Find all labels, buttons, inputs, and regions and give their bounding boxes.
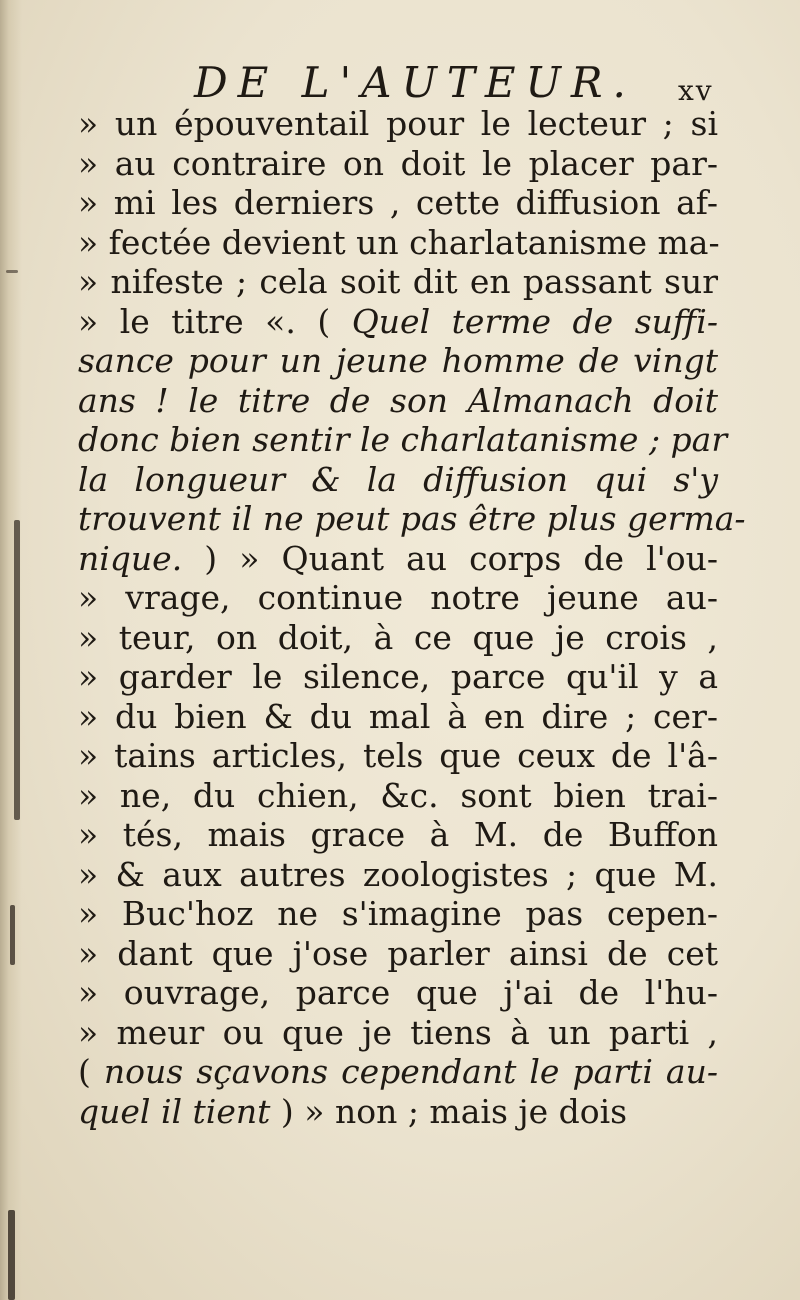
text-segment: » fectée devient un charlatanisme ma- — [78, 222, 720, 262]
text-segment: » du bien & du mal à en dire ; cer- — [78, 696, 718, 736]
text-line — [78, 855, 718, 895]
text-segment: ) » Quant au corps de l'ou- — [182, 538, 718, 578]
text-segment: » mi les derniers , cette diffusion af- — [78, 183, 718, 222]
text-line — [78, 934, 718, 974]
italic-text-segment: Quel terme de suffi- — [351, 301, 718, 341]
text-segment: » teur, on doit, à ce que je crois , — [78, 617, 718, 657]
margin-ink-mark — [10, 905, 15, 965]
margin-ink-mark — [8, 1210, 15, 1300]
italic-text-segment: donc bien sentir le charlatanisme ; par — [78, 420, 728, 459]
text-line — [78, 697, 718, 737]
margin-ink-mark — [14, 520, 20, 820]
text-segment: » meur ou que je tiens à un parti , — [78, 1012, 718, 1052]
italic-text-segment: sance pour un jeune homme de vingt — [78, 341, 718, 380]
text-line — [78, 578, 718, 618]
text-segment: » Buc'hoz ne s'imagine pas cepen- — [78, 894, 718, 933]
text-line — [78, 381, 718, 421]
text-segment: ) » non ; mais je dois — [270, 1091, 628, 1131]
text-line — [78, 499, 746, 539]
text-line — [78, 1013, 718, 1053]
text-line — [78, 302, 718, 342]
text-line — [78, 894, 718, 934]
text-line — [78, 1092, 718, 1132]
text-segment: » un épouventail pour le lecteur ; si — [78, 104, 718, 143]
text-line — [78, 657, 718, 697]
text-segment: » ouvrage, parce que j'ai de l'hu- — [78, 973, 718, 1012]
text-segment: » ne, du chien, &c. sont bien trai- — [78, 775, 718, 815]
page-number: xv — [678, 74, 714, 107]
text-line — [78, 973, 718, 1013]
text-line — [78, 223, 718, 263]
text-line — [78, 776, 718, 816]
text-line — [78, 460, 718, 500]
text-segment: » le titre «. ( — [78, 301, 352, 341]
text-segment: » dant que j'ose parler ainsi de cet — [78, 933, 718, 973]
text-segment: » tains articles, tels que ceux de l'â- — [78, 736, 718, 775]
text-segment: » tés, mais grace à M. de Buffon — [78, 815, 718, 854]
text-line — [78, 262, 718, 302]
text-line — [78, 815, 718, 855]
text-line — [78, 736, 718, 776]
text-line — [78, 341, 718, 381]
text-line — [78, 144, 718, 184]
text-line — [78, 420, 728, 460]
italic-text-segment: quel il tient — [78, 1091, 271, 1131]
text-segment: » au contraire on doit le placer par- — [78, 143, 718, 183]
italic-text-segment: nous sçavons cependant le parti au- — [103, 1052, 718, 1091]
text-line — [78, 183, 718, 223]
text-line — [78, 539, 718, 579]
italic-text-segment: la longueur & la diffusion qui s'y — [78, 459, 718, 499]
text-segment: » & aux autres zoologistes ; que M. — [78, 854, 718, 894]
text-line — [78, 618, 718, 658]
italic-text-segment: trouvent il ne peut pas être plus germa- — [78, 499, 746, 538]
body-text — [78, 104, 746, 1131]
text-segment: » vrage, continue notre jeune au- — [78, 578, 718, 617]
text-line — [78, 104, 718, 144]
italic-text-segment: ans ! le titre de son Almanach doit — [78, 380, 718, 420]
text-segment: » garder le silence, parce qu'il y a — [78, 657, 718, 696]
text-segment: » nifeste ; cela soit dit en passant sur — [78, 262, 718, 301]
running-title: DE L'AUTEUR. — [194, 58, 636, 107]
text-line — [78, 1052, 718, 1092]
text-segment: ( — [78, 1052, 104, 1091]
italic-text-segment: nique. — [78, 538, 183, 578]
margin-ink-mark — [6, 270, 18, 273]
running-header — [180, 58, 740, 108]
